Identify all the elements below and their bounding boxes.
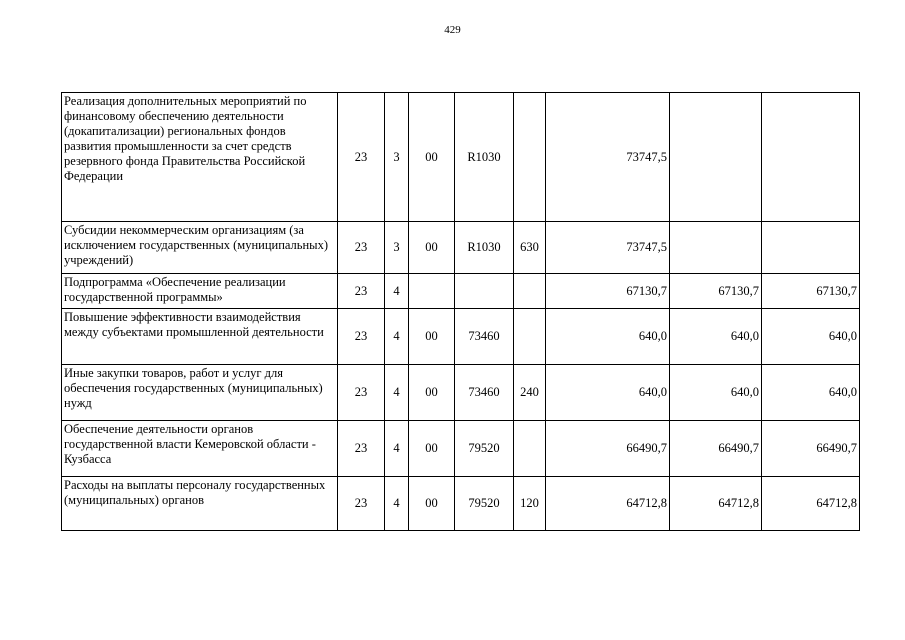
row-name: Расходы на выплаты персоналу государственных (муниципальных) органов [62,477,338,531]
amount-year-2: 640,0 [670,365,762,421]
row-name: Подпрограмма «Обеспечение реализации государственной программы» [62,274,338,309]
code-expense-type: 120 [514,477,546,531]
table-body [62,93,860,531]
amount-year-1: 73747,5 [546,93,670,222]
code-section: 23 [338,421,385,477]
code-expense-type: 630 [514,222,546,274]
code-direction: 00 [409,93,455,222]
code-subsection: 4 [385,421,409,477]
code-direction: 00 [409,477,455,531]
code-expense-type [514,93,546,222]
amount-year-2: 640,0 [670,309,762,365]
row-name: Реализация дополнительных мероприятий по финансовому обеспечению деятельности (докапитализации) региональных фондов развития промышленности за счет средств резервного фонда Правительства Российской Федерации [62,93,338,222]
code-section: 23 [338,477,385,531]
amount-year-1: 66490,7 [546,421,670,477]
table-row [62,93,860,222]
amount-year-3: 66490,7 [762,421,860,477]
code-subsection: 3 [385,93,409,222]
code-subsection: 4 [385,365,409,421]
code-target: R1030 [455,222,514,274]
amount-year-3: 640,0 [762,309,860,365]
amount-year-1: 67130,7 [546,274,670,309]
code-target [455,274,514,309]
code-section: 23 [338,274,385,309]
amount-year-2: 67130,7 [670,274,762,309]
row-name: Повышение эффективности взаимодействия между субъектами промышленной деятельности [62,309,338,365]
table-row [62,365,860,421]
code-target: 79520 [455,477,514,531]
code-direction: 00 [409,365,455,421]
code-subsection: 4 [385,274,409,309]
code-section: 23 [338,365,385,421]
code-section: 23 [338,222,385,274]
amount-year-3: 64712,8 [762,477,860,531]
code-subsection: 4 [385,477,409,531]
row-name: Обеспечение деятельности органов государственной власти Кемеровской области - Кузбасса [62,421,338,477]
amount-year-2: 64712,8 [670,477,762,531]
table-row [62,274,860,309]
code-direction [409,274,455,309]
code-subsection: 3 [385,222,409,274]
code-expense-type [514,309,546,365]
amount-year-1: 73747,5 [546,222,670,274]
amount-year-2: 66490,7 [670,421,762,477]
code-expense-type: 240 [514,365,546,421]
code-direction: 00 [409,222,455,274]
amount-year-3 [762,93,860,222]
amount-year-1: 640,0 [546,309,670,365]
code-direction: 00 [409,421,455,477]
amount-year-1: 64712,8 [546,477,670,531]
code-target: 73460 [455,365,514,421]
code-expense-type [514,274,546,309]
page-number: 429 [444,24,461,36]
amount-year-1: 640,0 [546,365,670,421]
row-name: Иные закупки товаров, работ и услуг для обеспечения государственных (муниципальных) нужд [62,365,338,421]
amount-year-2 [670,93,762,222]
table-row [62,222,860,274]
code-section: 23 [338,93,385,222]
code-direction: 00 [409,309,455,365]
row-name: Субсидии некоммерческим организациям (за исключением государственных (муниципальных) учреждений) [62,222,338,274]
code-subsection: 4 [385,309,409,365]
code-section: 23 [338,309,385,365]
code-expense-type [514,421,546,477]
table-row [62,477,860,531]
amount-year-3: 67130,7 [762,274,860,309]
table-row [62,421,860,477]
amount-year-2 [670,222,762,274]
table-row [62,309,860,365]
code-target: R1030 [455,93,514,222]
amount-year-3 [762,222,860,274]
code-target: 73460 [455,309,514,365]
amount-year-3: 640,0 [762,365,860,421]
budget-table [61,92,860,531]
code-target: 79520 [455,421,514,477]
